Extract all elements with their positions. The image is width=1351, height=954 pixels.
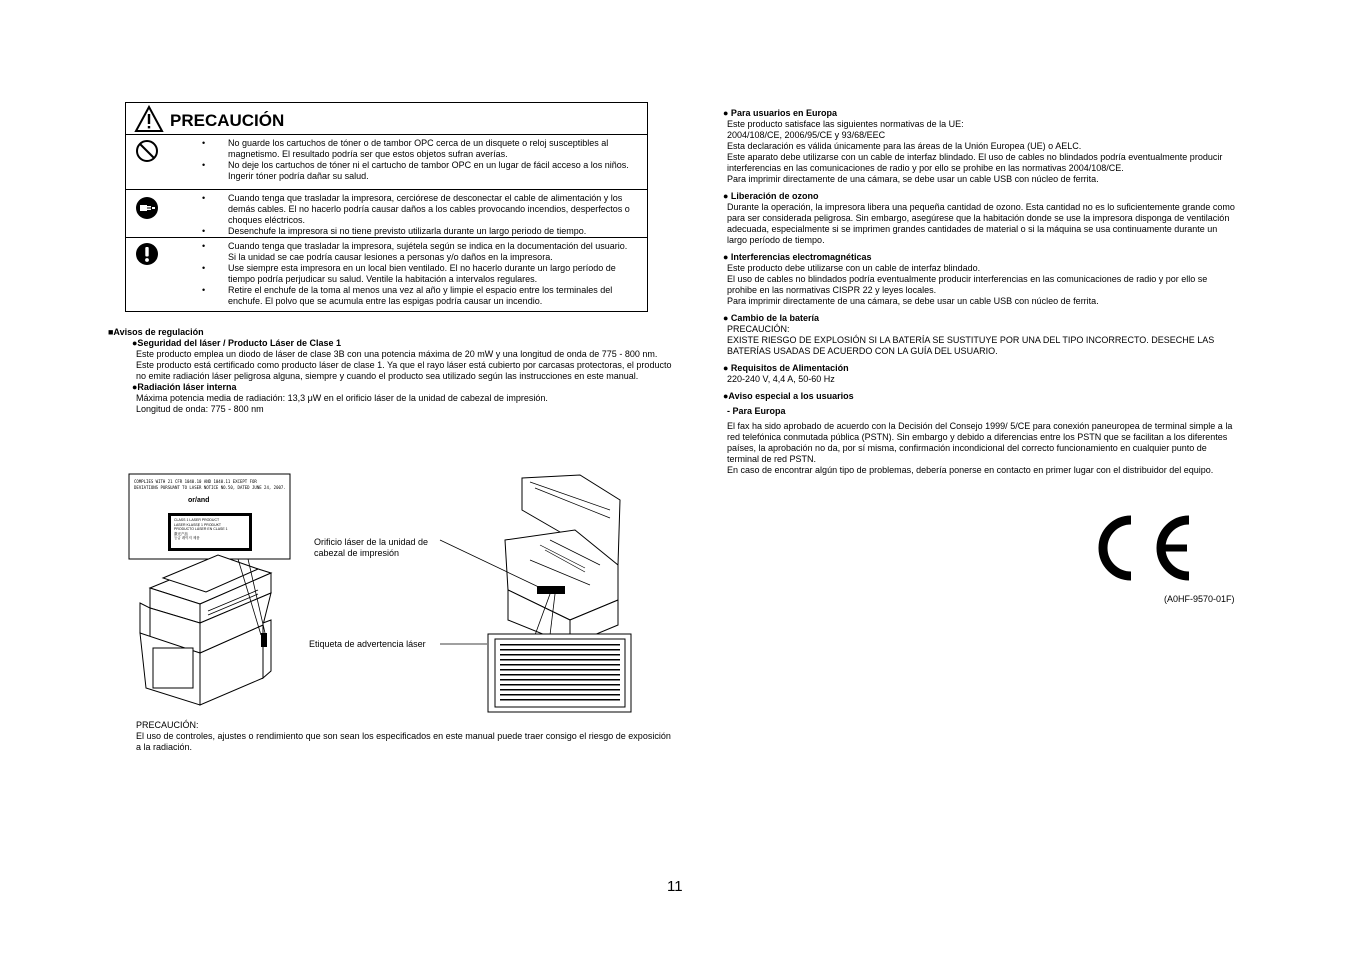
caution-item: • Retire el enchufe de la toma al menos una vez al año y limpie el espacio entre los terminales del enchufe. El polvo que se acumula entre las espigas podría causar un incendio. (202, 285, 637, 307)
precaution-note-title: PRECAUCIÓN: (136, 720, 199, 730)
label-or-and: or/and (188, 497, 210, 504)
caution-list (168, 190, 647, 237)
users-sub: - Para Europa (727, 406, 786, 416)
laser-safety-heading: ●Seguridad del láser / Producto Láser de Clase 1 (132, 338, 342, 348)
unplug-icon (135, 196, 159, 220)
printer-open-illustration (300, 470, 635, 715)
class-label: CLASS 1 LASER PRODUCT LASER KLASSE 1 PRODUKT PRODUCTO LÁSER EN CLASE 1 激光产品 등급 레이저 제품 (174, 518, 228, 540)
caution-title: PRECAUCIÓN (170, 110, 285, 130)
caution-item: • No deje los cartuchos de tóner ni el cartucho de tambor OPC en un lugar de fácil acceso a los niños. Ingerir tóner podría dañar su salud. (202, 160, 637, 182)
label-top-line-1: COMPLIES WITH 21 CFR 1040.10 AND 1040.11 EXCEPT FOR (134, 479, 257, 484)
printer-open-figure (300, 470, 635, 715)
internal-radiation-heading: ●Radiación láser interna (132, 382, 237, 392)
label-top-line-2: DEVIATIONS PURSUANT TO LASER NOTICE NO.50, DATED JUNE 24, 2007. (134, 485, 286, 490)
power-section: ● Requisitos de Alimentación 220-240 V, 4,4 A, 50-60 Hz (723, 363, 1238, 385)
emi-section: ● Interferencias electromagnéticas Este producto debe utilizarse con un cable de interfaz blindado. El uso de cables no blindados podría eventualmente producir interferencias en las comunicaciones de radio y por ello se prohibe en las normativas CISPR 22 y leyes locales. Para imprimir directamente de una cámara, se debe usar un cable USB con núcleo de ferrita. (723, 252, 1238, 307)
internal-radiation-p2: Longitud de onda: 775 - 800 nm (136, 404, 264, 414)
caution-item: • Cuando tenga que trasladar la impresora, cerciórese de desconectar el cable de alimentación y los demás cables. El no hacerlo podría causar daños a los cables provocando incendios, desperfectos o choques eléctricos. (202, 193, 637, 226)
callout-orifice: Orificio láser de la unidad de cabezal de impresión (314, 537, 429, 558)
europe-heading: ● Para usuarios en Europa (723, 108, 837, 118)
laser-safety-p1: Este producto emplea un diodo de láser de clase 3B con una potencia máxima de 20 mW y una longitud de onda de 775 - 800 nm. (136, 349, 658, 359)
caution-list (168, 135, 647, 189)
caution-row (126, 190, 647, 238)
caution-item: • Cuando tenga que trasladar la impresora, sujétela según se indica en la documentación del usuario. Si la unidad se cae podría causar lesiones a personas y/o daños en la impresora. (202, 241, 637, 263)
ozone-heading: ● Liberación de ozono (723, 191, 819, 201)
caution-item: • No guarde los cartuchos de tóner o de tambor OPC cerca de un disquete o reloj susceptibles al magnetismo. El resultado podría ser que estos objetos sufran averías. (202, 138, 637, 160)
emi-heading: ● Interferencias electromagnéticas (723, 252, 872, 262)
caution-header (126, 103, 647, 135)
caution-row (126, 135, 647, 190)
caution-list (168, 238, 647, 312)
prohibition-icon (135, 139, 159, 163)
caution-item: • Use siempre esta impresora en un local bien ventilado. El no hacerlo durante un largo período de tiempo podría perjudicar su salud. Ventile la habitación a intervalos regulares. (202, 263, 637, 285)
precaution-note-text: El uso de controles, ajustes o rendimiento que son sean los especificados en este manual puede traer consigo el riesgo de exposición a la radiación. (136, 731, 671, 752)
page-number: 11 (667, 878, 683, 895)
battery-heading: ● Cambio de la batería (723, 313, 819, 323)
europe-section: ● Para usuarios en Europa Este producto satisface las siguientes normativas de la UE: 2004/108/CE, 2006/95/CE y 93/68/EEC Esta declaración es válida únicamente para las áreas de la Unión Europea (UE) o AELC. Este aparato debe utilizarse con un cable de interfaz blindado. El uso de cables no blindados podría eventualmente producir interferencias en las comunicaciones de radio y por ello se prohibe en las normativas 2004/108/CE. Para imprimir directamente de una cámara, se debe usar un cable USB con núcleo de ferrita. (723, 108, 1238, 185)
exclamation-icon (135, 242, 159, 266)
regulatory-heading: ■Avisos de regulación (108, 327, 204, 337)
warning-triangle-icon (134, 105, 164, 133)
ce-mark-icon (1093, 512, 1193, 584)
users-heading: ●Aviso especial a los usuarios (723, 391, 854, 401)
power-heading: ● Requisitos de Alimentación (723, 363, 849, 373)
users-section: ●Aviso especial a los usuarios - Para Europa El fax ha sido aprobado de acuerdo con la Decisión del Consejo 1999/ 5/CE para conexión paneuropea de terminal simple a la red telefónica conmutada pública (PSTN). Sin embargo y debido a diferencias entre los PSTN que se facilitan a los diferentes países, la aprobación no da, por sí misma, confirmación incondicional del correcto funcionamiento en cualquier punto de terminal de red PSTN. En caso de encontrar algún tipo de problemas, debería ponerse en contacto en primer lugar con el distribuidor del equipo. (723, 391, 1238, 476)
ozone-section: ● Liberación de ozono Durante la operación, la impresora libera una pequeña cantidad de ozono. Esta cantidad no es lo suficientemente grande como para ser considerada peligrosa. Sin embargo, asegúrese que la habitación donde se use la impresora disponga de ventilación adecuada, especialmente si se imprimen grandes cantidades de material o si la máquina se usa continuamente durante un largo período de tiempo. (723, 191, 1238, 246)
caution-item: • Desenchufe la impresora si no tiene previsto utilizarla durante un largo periodo de tiempo. (202, 226, 637, 237)
battery-section: ● Cambio de la batería PRECAUCIÓN: EXISTE RIESGO DE EXPLOSIÓN SI LA BATERÍA SE SUSTITUYE POR UNA DEL TIPO INCORRECTO. DESECHE LAS BATERÍAS USADAS DE ACUERDO CON LA GUÍA DEL USUARIO. (723, 313, 1238, 357)
caution-box (125, 102, 648, 312)
right-column (723, 108, 1238, 482)
document-code: (A0HF-9570-01F) (1164, 594, 1235, 604)
precaution-note (136, 720, 671, 753)
callout-warning-label: Etiqueta de advertencia láser (309, 639, 426, 649)
caution-row (126, 238, 647, 312)
laser-safety-p2: Este producto está certificado como producto láser de clase 1. Ya que el rayo láser está cubierto por carcasas protectoras, el producto no emite radiación láser peligrosa alguna, siempre y cuando el producto sea utilizado según las instrucciones en este manual. (136, 360, 672, 381)
regulatory-section (108, 327, 678, 415)
internal-radiation-p1: Máxima potencia media de radiación: 13,3 μW en el orificio láser de la unidad de cabezal de impresión. (136, 393, 548, 403)
